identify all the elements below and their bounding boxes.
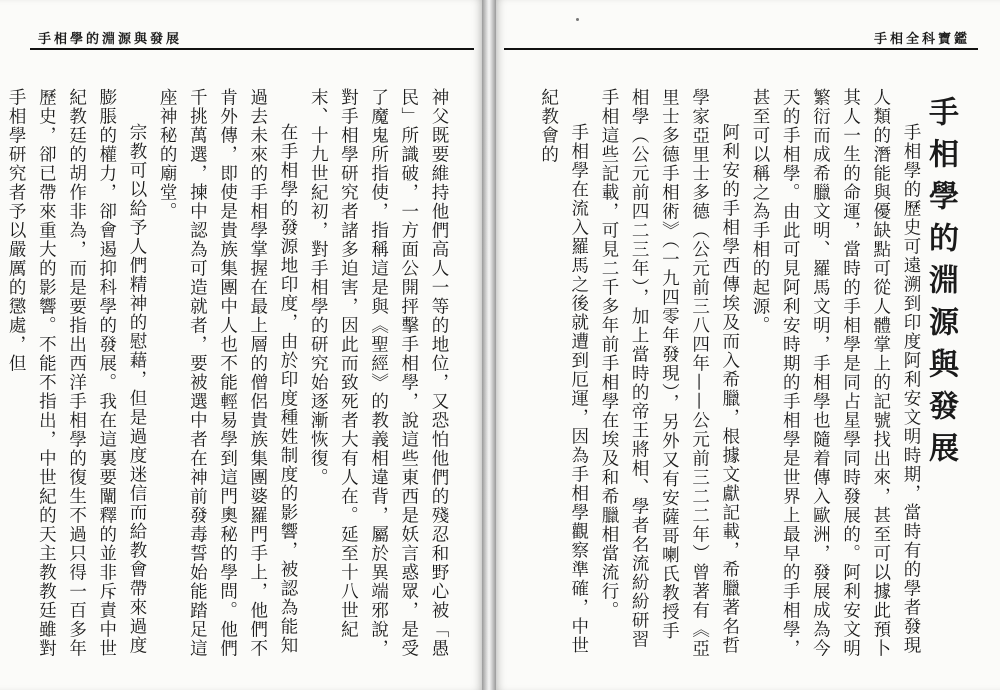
running-header: 手相全科寶鑑 — [873, 32, 970, 47]
body-text — [6, 88, 454, 658]
header-rule — [504, 48, 978, 50]
book-gutter — [482, 0, 496, 690]
left-page — [0, 0, 482, 690]
body-text — [530, 88, 926, 658]
paragraph: 手相學在流入羅馬之後就遭到厄運，因為手相學觀察準確，中世紀教會的 — [538, 88, 589, 655]
paragraph: 神父既要維持他們高人一等的地位，又恐怕他們的殘忍和野心被「愚民」所識破，一方面公開抨擊手相學，說這些東西是妖言惑眾，是受了魔鬼所指使，指稱這是與《聖經》的教義相違背，屬於異端邪說，對手相學研究者諸多迫害，因此而致死者大有人在。延至十八世紀末、十九世紀初，對手相學的研究始逐漸恢復。 — [308, 88, 449, 658]
paragraph: 在手相學的發源地印度，由於印度種姓制度的影響，被認為能知過去未來的手相學掌握在最上層的僧侶貴族集團婆羅門手上，他們不肯外傳，即使是貴族集團中人也不能輕易學到這門奧秘的學問。他們千挑萬選，揀中認為可造就者，要被選中者在神前發毒誓始能踏足這座神秘的廟堂。 — [157, 88, 298, 658]
chapter-title: 手相學的淵源與發展 — [923, 96, 958, 474]
paragraph: 手相學的歷史可遠溯到印度阿利安文明時期，當時有的學者發現人類的潛能與優缺點可從人體掌上的記號找出來，甚至可以據此預卜其人一生的命運，當時的手相學是同占星學同時發展的。阿利安文明繁衍而成希臘文明、羅馬文明，手相學也隨着傳入歐洲，發展成為今天的手相學。由此可見阿利安時期的手相學是世界上最早的手相學，甚至可以稱之為手相的起源。 — [749, 88, 921, 658]
paragraph: 宗教可以給予人們精神的慰藉，但是過度迷信而給教會帶來過度膨脹的權力，卻會遏抑科學的發展。我在這裏要闡釋的並非斥責中世紀教廷的胡作非為，而是要指出西洋手相學的復生不過只得一百多年歷史，卻已帶來重大的影響。不能不指出，中世紀的天主教教廷雖對手相學研究者予以嚴厲的懲處，但 — [6, 88, 147, 658]
right-page — [496, 0, 1000, 690]
running-header: 手相學的淵源與發展 — [38, 32, 183, 47]
scan-speck — [576, 18, 579, 21]
header-rule — [30, 48, 474, 50]
paragraph: 阿利安的手相學西傳埃及而入希臘，根據文獻記載，希臘著名哲學家亞里士多德（公元前三八四年——公元前三二二年）曾著有《亞里士多德手相術》（一九四零年發現），另外又有安薩哥喇氏教授手相學（公元前四二三年），加上當時的帝王將相、學者名流紛紛研習手相這些記載，可見二千多年前手相學在埃及和希臘相當流行。 — [598, 88, 740, 658]
